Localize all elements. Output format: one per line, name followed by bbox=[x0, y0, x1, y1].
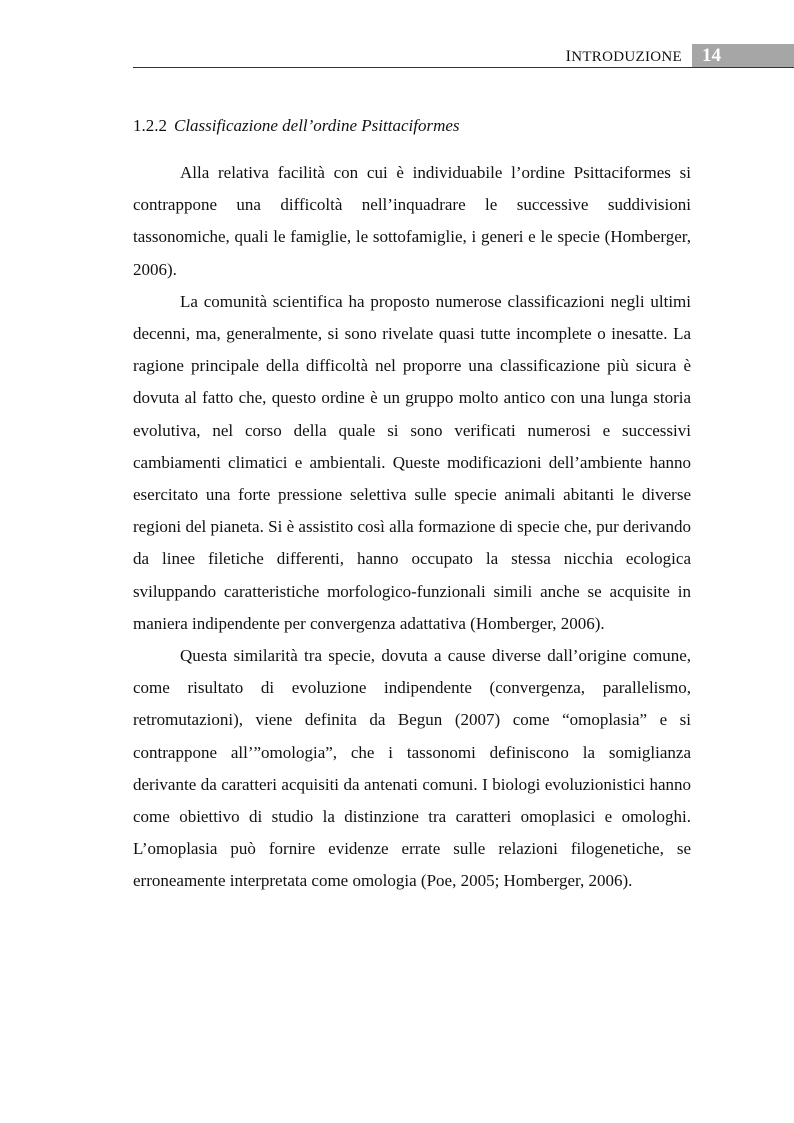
chapter-title bbox=[566, 48, 682, 66]
header-divider bbox=[133, 67, 794, 68]
chapter-title-rest: NTRODUZIONE bbox=[571, 49, 682, 65]
chapter-title-initial: I bbox=[565, 48, 572, 65]
section-title: Classificazione dell’ordine Psittaciformes bbox=[174, 116, 460, 135]
paragraph: Alla relativa facilità con cui è individuabile l’ordine Psittaciformes si contrappone una difficoltà nell’inquadrare le successive suddivisioni tassonomiche, quali le famiglie, le sottofamiglie, i generi e le specie (Homberger, 2006). bbox=[133, 163, 691, 279]
paragraph: Questa similarità tra specie, dovuta a cause diverse dall’origine comune, come risultato di evoluzione indipendente (convergenza, parallelismo, retromutazioni), viene definita da Begun (2007) come “omoplasia” e si contrappone all’”omologia”, che i tassonomi definiscono la somiglianza derivante da caratteri acquisiti da antenati comuni. I biologi evoluzionistici hanno come obiettivo di studio la distinzione tra caratteri omoplasici e omologhi. L’omoplasia può fornire evidenze errate sulle relazioni filogenetiche, se erroneamente interpretata come omologia (Poe, 2005; Homberger, 2006). bbox=[133, 646, 691, 891]
paragraph: La comunità scientifica ha proposto numerose classificazioni negli ultimi decenni, ma, generalmente, si sono rivelate quasi tutte incomplete o inesatte. La ragione principale della difficoltà nel proporre una classificazione più sicura è dovuta al fatto che, questo ordine è un gruppo molto antico con una lunga storia evolutiva, nel corso della quale si sono verificati numerosi e successivi cambiamenti climatici e ambientali. Queste modificazioni dell’ambiente hanno esercitato una forte pressione selettiva sulle specie animali abitanti le diverse regioni del pianeta. Si è assistito così alla formazione di specie che, pur derivando da linee filetiche differenti, hanno occupato la stessa nicchia ecologica sviluppando caratteristiche morfologico-funzionali simili anche se acquisite in maniera indipendente per convergenza adattativa (Homberger, 2006). bbox=[133, 291, 691, 633]
running-header bbox=[133, 44, 794, 68]
page-number-box bbox=[692, 44, 794, 68]
body-text bbox=[133, 157, 691, 898]
section-heading bbox=[133, 116, 460, 136]
page-number: 14 bbox=[702, 45, 721, 66]
section-number: 1.2.2 bbox=[133, 116, 167, 135]
